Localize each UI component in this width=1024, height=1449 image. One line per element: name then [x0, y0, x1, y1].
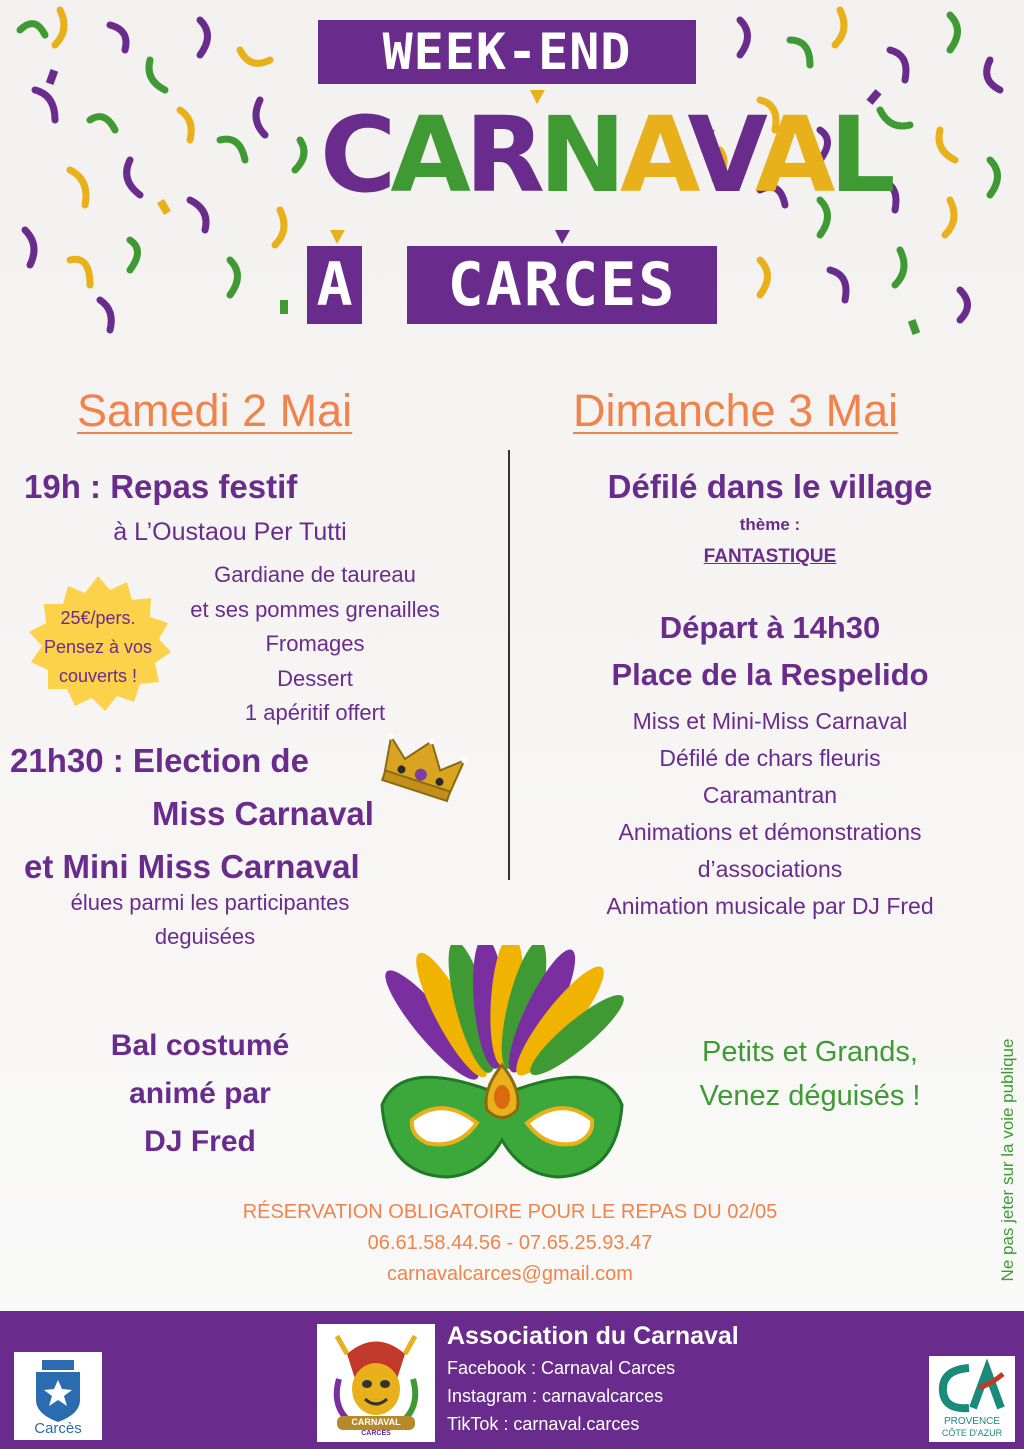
carnaval-logo-text: CARNAVAL — [351, 1417, 401, 1427]
election-note-line2: deguisées — [154, 924, 256, 949]
bank-logo — [929, 1356, 1015, 1442]
title-carces: CARCES — [407, 246, 717, 324]
election-heading-line3: et Mini Miss Carnaval — [24, 848, 360, 885]
invite-line: Venez déguisés ! — [699, 1080, 921, 1112]
carnaval-letter: N — [538, 94, 620, 216]
footer-bar — [0, 1311, 1024, 1449]
reservation-phones: 06.61.58.44.56 - 07.65.25.93.47 — [367, 1232, 653, 1254]
election-heading-line2: Miss Carnaval — [152, 795, 374, 832]
meal-menu — [160, 558, 470, 731]
program-item: Défilé de chars fleuris — [659, 745, 881, 771]
menu-item: Dessert — [277, 665, 353, 691]
meal-heading: 19h : Repas festif — [24, 468, 298, 505]
theme-label: thème : — [739, 515, 801, 534]
badge-line: 25€/pers. — [60, 608, 136, 628]
carnaval-letter: L — [829, 94, 890, 216]
program-item: Animation musicale par DJ Fred — [606, 893, 934, 919]
tiktok-link[interactable]: TikTok : carnaval.carces — [447, 1414, 640, 1434]
invite-text — [665, 1030, 955, 1118]
carnaval-letter: R — [464, 94, 539, 216]
program-item: d’associations — [697, 856, 843, 882]
facebook-link[interactable]: Facebook : Carnaval Carces — [447, 1358, 676, 1378]
instagram-link[interactable]: Instagram : carnavalcarces — [447, 1386, 664, 1406]
carnaval-letter: A — [390, 94, 465, 216]
column-divider — [508, 450, 510, 880]
vertical-note: Ne pas jeter sur la voie publique — [998, 1038, 1017, 1282]
title-a: A — [307, 246, 362, 324]
invite-line: Petits et Grands, — [702, 1036, 918, 1068]
departure-place: Place de la Respelido — [611, 657, 929, 692]
menu-item: 1 apéritif offert — [244, 700, 386, 725]
sunday-title: Dimanche 3 Mai — [573, 385, 899, 436]
menu-item: Gardiane de taureau — [214, 562, 416, 587]
reservation-email[interactable]: carnavalcarces@gmail.com — [387, 1263, 633, 1285]
election-note-line1: élues parmi les participantes — [70, 890, 350, 915]
program-item: Miss et Mini-Miss Carnaval — [632, 708, 908, 734]
meal-venue: à L’Oustaou Per Tutti — [113, 518, 347, 546]
menu-item: et ses pommes grenailles — [190, 596, 440, 622]
badge-line: Pensez à vos — [43, 637, 153, 657]
parade-heading: Défilé dans le village — [607, 468, 933, 505]
reservation-notice: RÉSERVATION OBLIGATOIRE POUR LE REPAS DU 02/05 — [242, 1201, 778, 1223]
sunday-program — [560, 703, 980, 925]
title-carnaval — [320, 94, 890, 216]
carnaval-letter: V — [687, 94, 755, 216]
bank-line1: PROVENCE — [943, 1416, 1001, 1427]
program-item: Caramantran — [702, 782, 838, 808]
bal-line: animé par — [129, 1077, 271, 1110]
carnaval-letter: A — [754, 94, 830, 216]
theme-value: FANTASTIQUE — [703, 546, 837, 567]
bal-line: Bal costumé — [110, 1029, 290, 1062]
bal-line: DJ Fred — [144, 1125, 256, 1158]
departure-time: Départ à 14h30 — [659, 610, 881, 645]
badge-line: couverts ! — [58, 666, 138, 686]
program-item: Animations et démonstrations — [618, 819, 922, 845]
town-logo — [14, 1352, 102, 1440]
price-badge-text — [23, 604, 173, 691]
carnaval-letter: A — [619, 94, 688, 216]
carnaval-association-logo — [317, 1324, 435, 1442]
saturday-title: Samedi 2 Mai — [77, 385, 353, 436]
carnival-mask-icon — [372, 945, 632, 1190]
carnaval-letter: C — [320, 94, 391, 216]
crown-icon — [378, 730, 468, 805]
bank-line2: CÔTE D'AZUR — [941, 1428, 1003, 1438]
bal-text — [60, 1022, 340, 1166]
town-logo-text: Carcès — [34, 1420, 82, 1437]
election-heading-line1: 21h30 : Election de — [10, 742, 309, 779]
title-week-end: WEEK-END — [318, 20, 696, 84]
carnaval-logo-sub: CARCÈS — [361, 1430, 391, 1437]
association-name: Association du Carnaval — [447, 1322, 739, 1350]
menu-item: Fromages — [265, 631, 365, 656]
